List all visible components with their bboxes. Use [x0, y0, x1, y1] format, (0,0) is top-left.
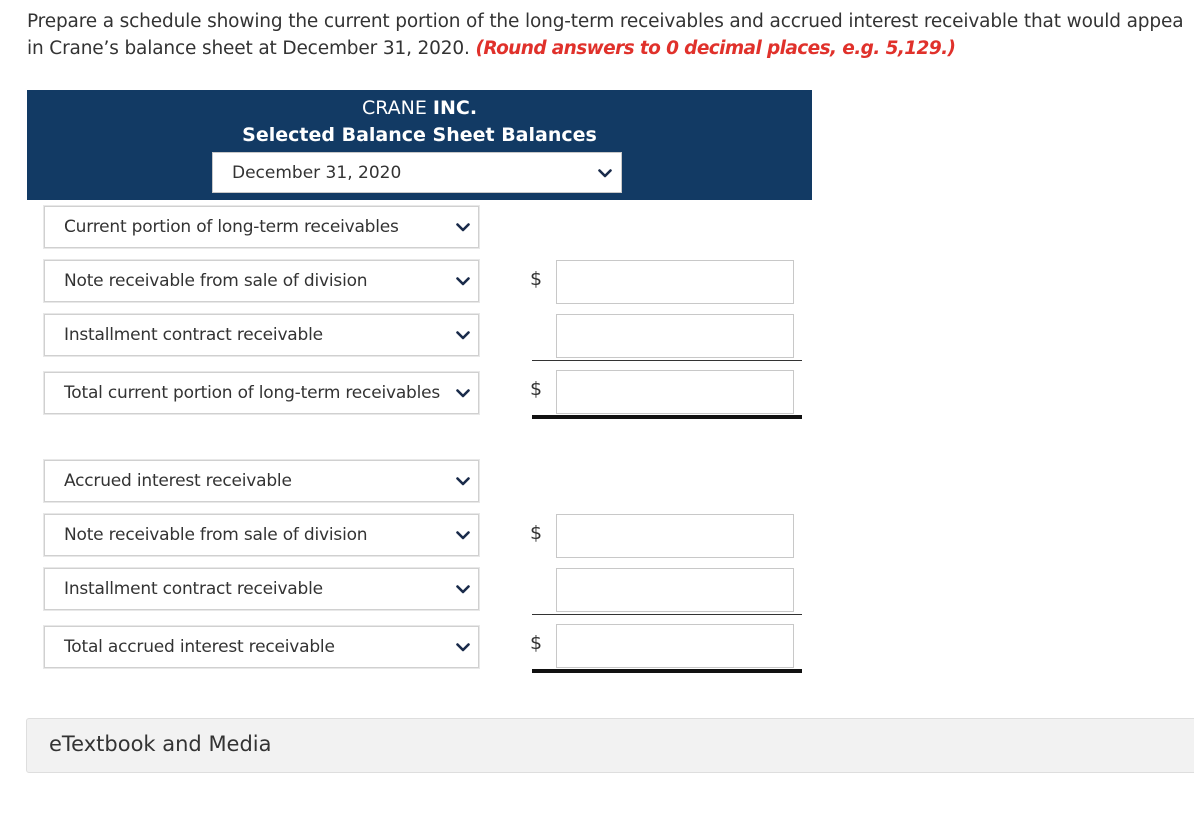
row-dropdown-label: Note receivable from sale of division	[64, 525, 368, 545]
instructions	[27, 8, 1194, 62]
chevron-down-icon	[456, 531, 470, 540]
currency-symbol: $	[530, 522, 543, 544]
total-double-rule	[532, 415, 802, 419]
row-dropdown-label: Accrued interest receivable	[64, 471, 292, 491]
date-dropdown[interactable]	[212, 152, 622, 193]
chevron-down-icon	[456, 477, 470, 486]
row-dropdown-note-receivable-current[interactable]	[44, 260, 479, 302]
rounding-note: (Round answers to 0 decimal places, e.g. 5,129.)	[475, 38, 956, 59]
company-suffix: INC.	[432, 97, 478, 119]
chevron-down-icon	[456, 643, 470, 652]
row-dropdown-label: Installment contract receivable	[64, 579, 323, 599]
instructions-line-1: Prepare a schedule showing the current portion of the long-term receivables and accrued interest receivable that would appea	[27, 11, 1184, 32]
etextbook-media-label: eTextbook and Media	[49, 732, 272, 756]
chevron-down-icon	[598, 169, 612, 178]
amount-input-note-receivable-current[interactable]	[556, 260, 794, 304]
chevron-down-icon	[456, 223, 470, 232]
sheet-title: Selected Balance Sheet Balances	[242, 124, 597, 146]
row-dropdown-note-receivable-interest[interactable]	[44, 514, 479, 556]
amount-input-total-current-portion[interactable]	[556, 370, 794, 414]
row-dropdown-accrued-interest-heading[interactable]	[44, 460, 479, 502]
row-dropdown-label: Total current portion of long-term receivables	[64, 383, 441, 403]
currency-symbol: $	[530, 378, 543, 400]
instructions-text: in Crane’s balance sheet at December 31, 2020.	[27, 38, 470, 59]
subtotal-rule	[532, 360, 802, 361]
row-dropdown-installment-interest[interactable]	[44, 568, 479, 610]
chevron-down-icon	[456, 585, 470, 594]
row-dropdown-label: Current portion of long-term receivables	[64, 217, 399, 237]
date-dropdown-value: December 31, 2020	[232, 163, 402, 183]
schedule-header	[27, 90, 812, 200]
amount-input-note-receivable-interest[interactable]	[556, 514, 794, 558]
etextbook-media-panel[interactable]	[26, 718, 1194, 773]
total-double-rule	[532, 669, 802, 673]
amount-input-installment-current[interactable]	[556, 314, 794, 358]
row-dropdown-total-accrued-interest[interactable]	[44, 626, 479, 668]
instructions-line-2	[27, 35, 1194, 62]
row-dropdown-current-portion-heading[interactable]	[44, 206, 479, 248]
amount-input-installment-interest[interactable]	[556, 568, 794, 612]
currency-symbol: $	[530, 268, 543, 290]
row-dropdown-total-current-portion[interactable]	[44, 372, 479, 414]
row-dropdown-label: Note receivable from sale of division	[64, 271, 368, 291]
company-name-text: CRANE	[361, 97, 427, 119]
currency-symbol: $	[530, 632, 543, 654]
subtotal-rule	[532, 614, 802, 615]
row-dropdown-label: Total accrued interest receivable	[64, 637, 335, 657]
row-dropdown-label: Installment contract receivable	[64, 325, 323, 345]
chevron-down-icon	[456, 331, 470, 340]
row-dropdown-installment-current[interactable]	[44, 314, 479, 356]
chevron-down-icon	[456, 389, 470, 398]
amount-input-total-accrued-interest[interactable]	[556, 624, 794, 668]
company-name	[27, 95, 812, 121]
chevron-down-icon	[456, 277, 470, 286]
